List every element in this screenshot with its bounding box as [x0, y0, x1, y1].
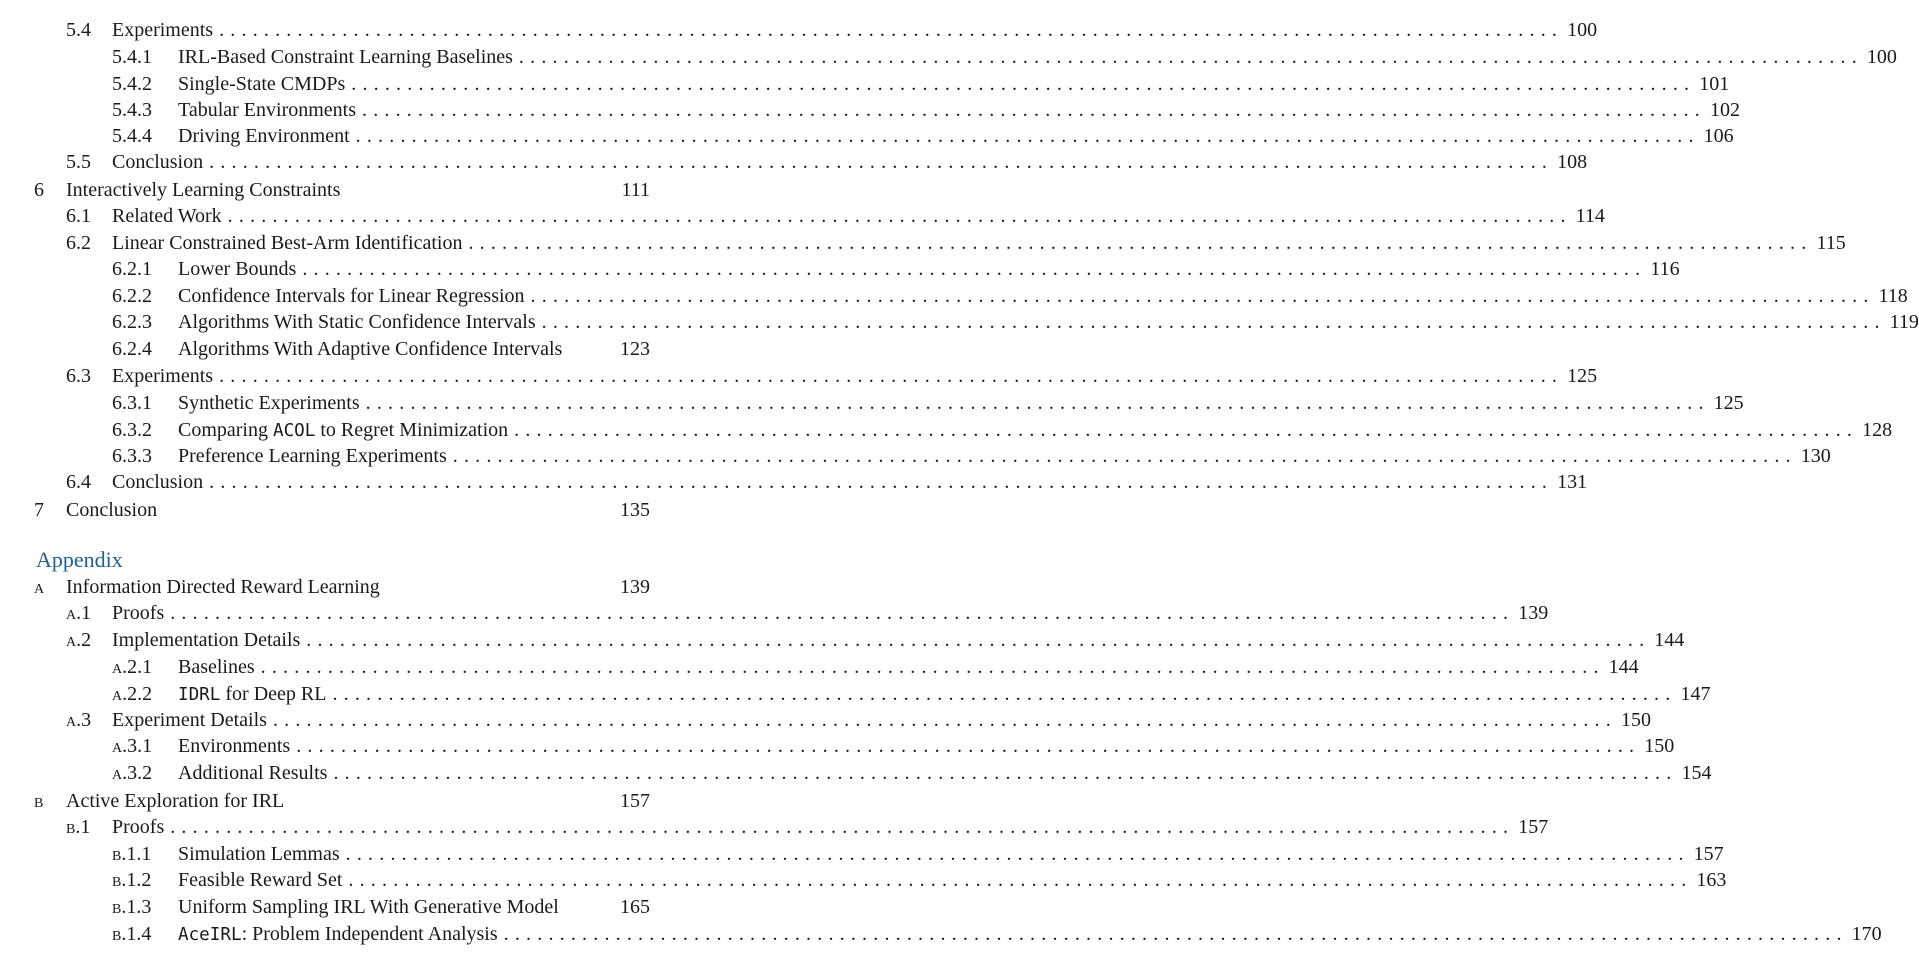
toc-entry-title: [178, 419, 508, 442]
toc-entry-title-text: : Problem Independent Analysis: [241, 923, 498, 945]
dot-leader: ........................................................................................................................: [365, 392, 1710, 414]
toc-entry-title: Conclusion: [66, 499, 158, 521]
toc-entry-number: 6.4: [66, 471, 91, 493]
dot-leader: ........................................................................................................................: [209, 471, 1554, 493]
toc-entry[interactable]: [112, 99, 1740, 125]
dot-leader: ........................................................................................................................: [518, 46, 1863, 68]
toc-entry[interactable]: [112, 125, 1734, 151]
toc-entry[interactable]: [66, 471, 1588, 497]
toc-entry-title: Tabular Environments: [178, 99, 356, 121]
toc-entry-number: b.1.4: [112, 923, 152, 945]
toc-entry-title: Active Exploration for IRL: [66, 790, 285, 812]
toc-entry[interactable]: [112, 843, 1724, 869]
dot-leader: ........................................................................................................................: [503, 923, 1848, 945]
toc-entry-page-number: 157: [1693, 843, 1724, 865]
toc-entry-title: Driving Environment: [178, 125, 350, 147]
toc-entry-number: 6.2.1: [112, 258, 152, 280]
dot-leader: ........................................................................................................................: [332, 683, 1677, 705]
toc-entry-page-number: 139: [620, 576, 650, 598]
toc-entry-page-number: 150: [1644, 735, 1675, 757]
toc-entry-number: a.3.2: [112, 762, 153, 784]
toc-entry[interactable]: [112, 73, 1730, 99]
toc-entry-number: 6.3.2: [112, 419, 152, 441]
toc-entry-page-number: 165: [620, 896, 650, 918]
toc-entry[interactable]: [66, 629, 1685, 655]
dot-leader: ........................................................................................................................: [345, 843, 1690, 865]
toc-entry-page-number: 139: [1518, 602, 1549, 624]
toc-entry[interactable]: [112, 258, 1680, 284]
toc-entry-number: b.1.1: [112, 843, 152, 865]
toc-entry-page-number: 150: [1620, 709, 1651, 731]
toc-entry-number: 5.4.4: [112, 125, 152, 147]
toc-entry[interactable]: [112, 285, 1908, 311]
toc-entry-title: Linear Constrained Best-Arm Identification: [112, 232, 463, 254]
dot-leader: ........................................................................................................................: [530, 285, 1875, 307]
toc-entry-number: 7: [34, 499, 44, 521]
toc-entry[interactable]: [66, 205, 1605, 231]
dot-leader: ........................................................................................................................: [348, 869, 1693, 891]
toc-entry-page-number: 106: [1703, 125, 1734, 147]
toc-entry-number: 5.4.2: [112, 73, 152, 95]
toc-entry-number: 5.4.3: [112, 99, 152, 121]
toc-entry-number: a.1: [66, 602, 92, 624]
toc-entry-page-number: 119: [1889, 311, 1919, 333]
toc-entry-title: [178, 683, 326, 706]
toc-entry-title: Algorithms With Adaptive Confidence Intervals: [178, 338, 563, 360]
toc-entry-title: Confidence Intervals for Linear Regression: [178, 285, 525, 307]
dot-leader: ........................................................................................................................: [227, 205, 1572, 227]
toc-entry-code-name: AceIRL: [178, 925, 242, 945]
toc-entry-number: a.3.1: [112, 735, 153, 757]
toc-entry[interactable]: [34, 576, 650, 602]
toc-entry-page-number: 163: [1696, 869, 1727, 891]
toc-entry-number: b.1.3: [112, 896, 152, 918]
toc-entry-number: a.2.1: [112, 656, 153, 678]
toc-entry-title-text: to Regret Minimization: [315, 419, 509, 441]
toc-entry-number: 6.3.1: [112, 392, 152, 414]
toc-entry-title: Single-State CMDPs: [178, 73, 346, 95]
dot-leader: ........................................................................................................................: [452, 445, 1797, 467]
toc-entry-number: 6.3: [66, 365, 91, 387]
toc-entry-page-number: 144: [1608, 656, 1639, 678]
dot-leader: ........................................................................................................................: [260, 656, 1605, 678]
toc-entry-page-number: 135: [620, 499, 650, 521]
toc-entry[interactable]: [112, 445, 1831, 471]
toc-entry[interactable]: [66, 19, 1598, 45]
toc-entry-number: 6.2.2: [112, 285, 152, 307]
toc-entry-number: 6.2.3: [112, 311, 152, 333]
toc-entry-title: Proofs: [112, 816, 165, 838]
toc-entry-page-number: 100: [1866, 46, 1897, 68]
toc-entry-number: b.1: [66, 816, 91, 838]
toc-entry[interactable]: [112, 46, 1897, 72]
dot-leader: ........................................................................................................................: [170, 816, 1515, 838]
toc-entry-page-number: 147: [1680, 683, 1711, 705]
dot-leader: ........................................................................................................................: [362, 99, 1706, 121]
toc-entry-title: Related Work: [112, 205, 222, 227]
toc-entry-title: Uniform Sampling IRL With Generative Model: [178, 896, 559, 918]
dot-leader: ........................................................................................................................: [351, 73, 1696, 95]
toc-entry-number: a.2: [66, 629, 92, 651]
toc-entry-page-number: 170: [1851, 923, 1882, 945]
toc-entry[interactable]: [112, 338, 650, 364]
toc-entry-page-number: 118: [1878, 285, 1908, 307]
toc-entry-page-number: 100: [1567, 19, 1598, 41]
toc-entry-number: 5.4: [66, 19, 91, 41]
toc-entry-title: Conclusion: [112, 151, 204, 173]
toc-entry-page-number: 114: [1575, 205, 1605, 227]
toc-entry-title: Simulation Lemmas: [178, 843, 340, 865]
toc-entry-title: Experiments: [112, 365, 214, 387]
toc-entry[interactable]: [112, 392, 1744, 418]
toc-entry-title: Baselines: [178, 656, 255, 678]
toc-entry-title: [178, 923, 498, 946]
toc-entry-number: a.3: [66, 709, 92, 731]
toc-entry-number: b: [34, 790, 44, 812]
toc-entry-page-number: 131: [1557, 471, 1588, 493]
toc-entry-page-number: 128: [1862, 419, 1893, 441]
toc-entry-code-name: IDRL: [178, 685, 221, 705]
toc-entry-page-number: 115: [1816, 232, 1846, 254]
toc-entry-page-number: 111: [621, 179, 650, 201]
toc-entry-title: Additional Results: [178, 762, 328, 784]
toc-entry-number: 5.4.1: [112, 46, 152, 68]
dot-leader: ........................................................................................................................: [170, 602, 1515, 624]
toc-entry-number: a.2.2: [112, 683, 153, 705]
dot-leader: ........................................................................................................................: [333, 762, 1678, 784]
toc-entry-number: b.1.2: [112, 869, 152, 891]
toc-entry[interactable]: [112, 869, 1727, 895]
dot-leader: ........................................................................................................................: [209, 151, 1554, 173]
dot-leader: ........................................................................................................................: [296, 735, 1641, 757]
appendix-heading: Appendix: [36, 547, 123, 572]
toc-entry-number: 6.2: [66, 232, 91, 254]
toc-entry-page-number: 125: [1567, 365, 1598, 387]
toc-entry[interactable]: [66, 365, 1598, 391]
dot-leader: ........................................................................................................................: [219, 19, 1564, 41]
toc-entry-page-number: 144: [1654, 629, 1685, 651]
toc-entry[interactable]: [34, 499, 650, 525]
toc-entry[interactable]: [34, 790, 650, 816]
toc-entry-title-text: for Deep RL: [220, 683, 327, 705]
toc-entry-title: Synthetic Experiments: [178, 392, 360, 414]
toc-entry-title: Information Directed Reward Learning: [66, 576, 380, 598]
toc-entry-title: Experiment Details: [112, 709, 267, 731]
dot-leader: ........................................................................................................................: [306, 629, 1651, 651]
toc-entry[interactable]: [66, 151, 1588, 177]
dot-leader: ........................................................................................................................: [272, 709, 1617, 731]
toc-entry[interactable]: [112, 311, 1919, 337]
dot-leader: ........................................................................................................................: [514, 419, 1859, 441]
toc-entry-title: IRL-Based Constraint Learning Baselines: [178, 46, 513, 68]
toc-entry[interactable]: [112, 762, 1712, 788]
toc-entry[interactable]: [112, 419, 1893, 445]
dot-leader: ........................................................................................................................: [219, 365, 1564, 387]
toc-entry-page-number: 123: [620, 338, 650, 360]
toc-entry-page-number: 154: [1681, 762, 1712, 784]
dot-leader: ........................................................................................................................: [355, 125, 1700, 147]
toc-entry-page-number: 157: [1518, 816, 1549, 838]
toc-entry[interactable]: [66, 709, 1651, 735]
toc-entry[interactable]: [66, 232, 1846, 258]
toc-entry[interactable]: [112, 896, 650, 922]
toc-entry-page-number: 116: [1650, 258, 1680, 280]
toc-entry-number: 6.3.3: [112, 445, 152, 467]
toc-entry-number: 6.2.4: [112, 338, 152, 360]
toc-entry[interactable]: [112, 656, 1639, 682]
dot-leader: ........................................................................................................................: [302, 258, 1647, 280]
toc-entry[interactable]: [66, 816, 1549, 842]
toc-entry-title: Experiments: [112, 19, 214, 41]
toc-entry-title: Proofs: [112, 602, 165, 624]
toc-entry-number: a: [34, 576, 45, 598]
toc-entry-title: Algorithms With Static Confidence Intervals: [178, 311, 536, 333]
toc-entry-number: 5.5: [66, 151, 91, 173]
toc-entry-title: Feasible Reward Set: [178, 869, 343, 891]
dot-leader: ........................................................................................................................: [468, 232, 1813, 254]
toc-entry-page-number: 125: [1713, 392, 1744, 414]
toc-entry-title: Conclusion: [112, 471, 204, 493]
toc-entry[interactable]: [34, 179, 650, 205]
toc-entry-page-number: 157: [620, 790, 650, 812]
toc-entry-title-text: Comparing: [178, 419, 273, 441]
toc-entry-number: 6.1: [66, 205, 91, 227]
toc-entry-title: Implementation Details: [112, 629, 301, 651]
toc-entry-title: Lower Bounds: [178, 258, 297, 280]
toc-entry-page-number: 101: [1699, 73, 1730, 95]
toc-entry-title: Interactively Learning Constraints: [66, 179, 341, 201]
toc-entry[interactable]: [112, 683, 1711, 709]
toc-entry[interactable]: [66, 602, 1549, 628]
toc-entry-title: Preference Learning Experiments: [178, 445, 447, 467]
toc-entry[interactable]: [112, 735, 1675, 761]
toc-entry-page-number: 108: [1557, 151, 1588, 173]
toc-entry-code-name: ACOL: [273, 421, 316, 441]
dot-leader: ........................................................................................................................: [541, 311, 1886, 333]
toc-entry-page-number: 130: [1800, 445, 1831, 467]
toc-entry[interactable]: [112, 923, 1882, 949]
toc-entry-title: Environments: [178, 735, 291, 757]
toc-entry-page-number: 102: [1710, 99, 1740, 121]
toc-entry-number: 6: [34, 179, 44, 201]
